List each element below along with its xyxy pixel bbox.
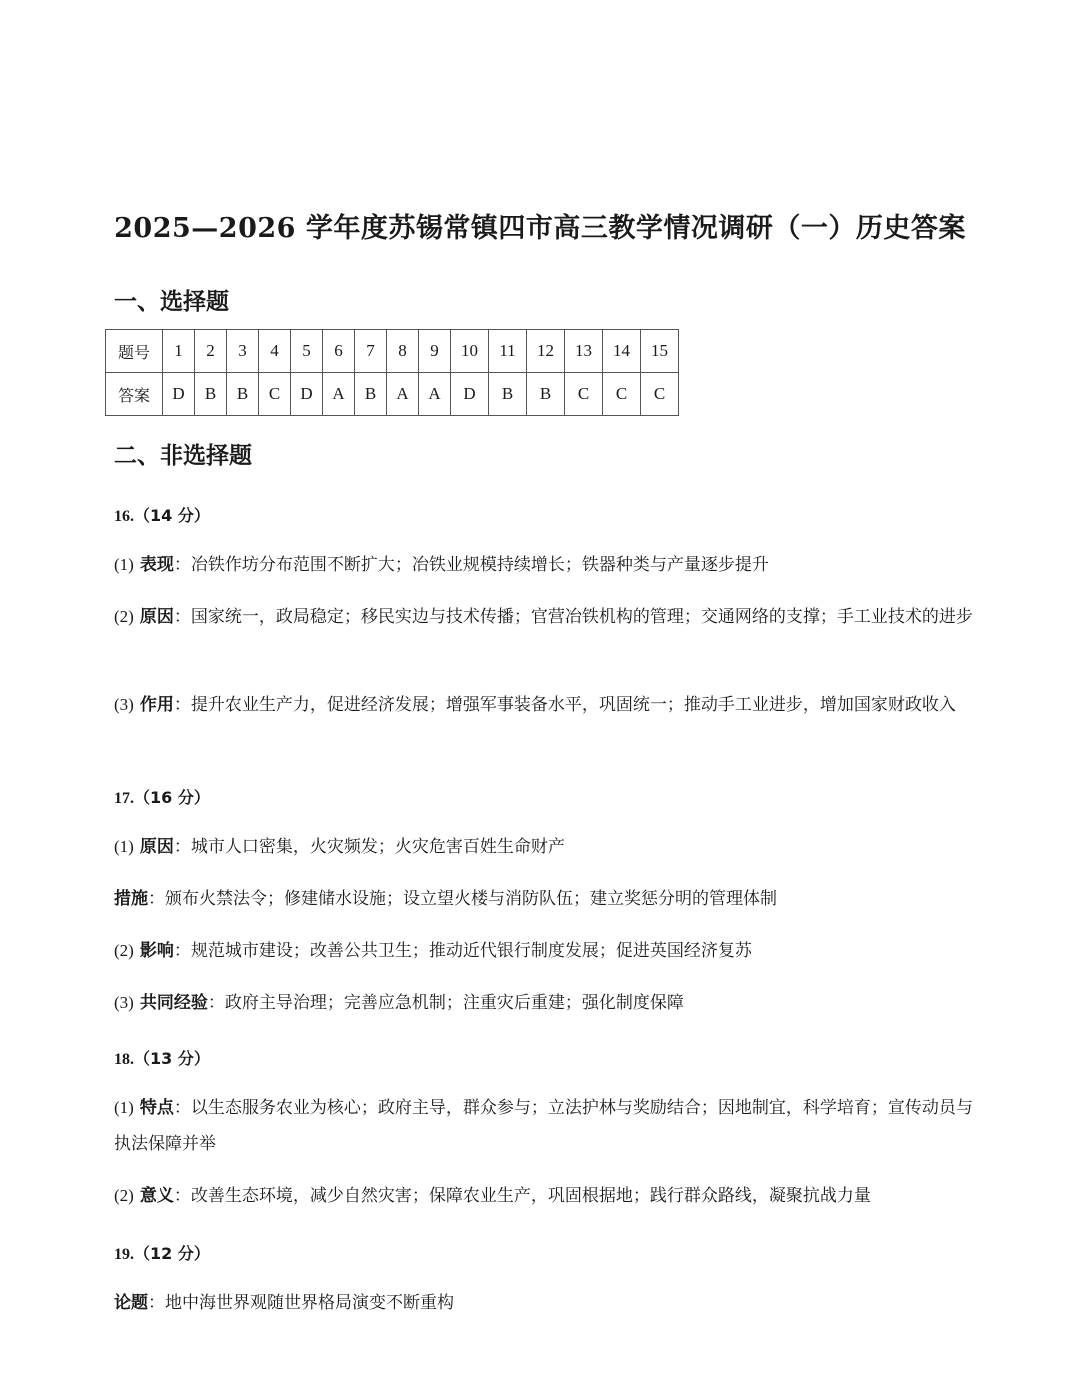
part-label: 论题 — [114, 1293, 148, 1313]
answer-table — [105, 329, 679, 416]
part-label: 特点 — [139, 1098, 174, 1118]
question-number: 8 — [387, 330, 419, 373]
answer-cell: C — [565, 373, 603, 416]
question-points: （14 分） — [134, 506, 210, 525]
part-number: (1) — [114, 1098, 134, 1117]
answer-cell: A — [419, 373, 451, 416]
answer-cell: B — [195, 373, 227, 416]
part-label: 表现 — [139, 555, 174, 575]
q17-part1 — [114, 829, 974, 865]
answer-cell: B — [355, 373, 387, 416]
part-number: (2) — [114, 941, 134, 960]
question-number: 18. — [114, 1051, 134, 1068]
q16-part2 — [114, 599, 974, 635]
question-points: （16 分） — [134, 788, 210, 807]
q17-part2 — [114, 933, 974, 969]
question-number: 17. — [114, 790, 134, 807]
part-number: (2) — [114, 607, 134, 626]
document-title: 2025—2026 学年度苏锡常镇四市高三教学情况调研（一）历史答案 — [114, 213, 966, 244]
question-number: 9 — [419, 330, 451, 373]
question-number: 16. — [114, 508, 134, 525]
q18-part1 — [114, 1090, 974, 1162]
question-number: 5 — [291, 330, 323, 373]
answer-cell: D — [291, 373, 323, 416]
part-label: 影响 — [139, 941, 174, 961]
answer-row — [106, 373, 679, 416]
question-number-row — [106, 330, 679, 373]
part-number: (3) — [114, 993, 134, 1012]
question-number: 12 — [527, 330, 565, 373]
part-text: ：改善生态环境，减少自然灾害；保障农业生产，巩固根据地；践行群众路线，凝聚抗战力量 — [173, 1186, 871, 1206]
row-label-answer: 答案 — [106, 373, 163, 416]
part-number: (2) — [114, 1186, 134, 1205]
question-number: 7 — [355, 330, 387, 373]
question-points: （12 分） — [134, 1244, 210, 1263]
question-points: （13 分） — [134, 1049, 210, 1068]
answer-cell: A — [323, 373, 355, 416]
part-label: 共同经验 — [139, 993, 208, 1013]
answer-cell: C — [603, 373, 641, 416]
question-number: 2 — [195, 330, 227, 373]
question-number: 1 — [163, 330, 195, 373]
question-19-heading — [114, 1241, 210, 1264]
answer-cell: C — [259, 373, 291, 416]
part-text: ：以生态服务农业为核心；政府主导，群众参与；立法护林与奖励结合；因地制宜，科学培育；宣传动员与执法保障并举 — [114, 1098, 973, 1154]
q17-measures — [114, 881, 974, 917]
part-text: ：颁布火禁法令；修建储水设施；设立望火楼与消防队伍；建立奖惩分明的管理体制 — [148, 889, 777, 909]
section-heading-nonchoice: 二、非选择题 — [114, 443, 252, 469]
row-label-number: 题号 — [106, 330, 163, 373]
question-number: 14 — [603, 330, 641, 373]
answer-cell: B — [527, 373, 565, 416]
question-17-heading — [114, 785, 210, 808]
question-number: 11 — [489, 330, 527, 373]
q17-part3 — [114, 985, 974, 1021]
part-text: ：政府主导治理；完善应急机制；注重灾后重建；强化制度保障 — [207, 993, 684, 1013]
part-text: ：国家统一，政局稳定；移民实边与技术传播；官营冶铁机构的管理；交通网络的支撑；手工业技术的进步 — [173, 607, 973, 627]
question-16-heading — [114, 503, 210, 526]
part-text: ：冶铁作坊分布范围不断扩大；冶铁业规模持续增长；铁器种类与产量逐步提升 — [173, 555, 769, 575]
part-label: 作用 — [139, 695, 174, 715]
q16-part3 — [114, 687, 974, 723]
part-label: 意义 — [139, 1186, 174, 1206]
question-number: 15 — [641, 330, 679, 373]
question-number: 3 — [227, 330, 259, 373]
q18-part2 — [114, 1178, 974, 1214]
part-text: ：规范城市建设；改善公共卫生；推动近代银行制度发展；促进英国经济复苏 — [173, 941, 752, 961]
answer-cell: B — [227, 373, 259, 416]
part-label: 措施 — [114, 889, 148, 909]
part-number: (1) — [114, 837, 134, 856]
answer-cell: D — [451, 373, 489, 416]
answer-cell: C — [641, 373, 679, 416]
question-number: 4 — [259, 330, 291, 373]
answer-cell: D — [163, 373, 195, 416]
part-label: 原因 — [139, 837, 174, 857]
part-number: (1) — [114, 555, 134, 574]
question-18-heading — [114, 1046, 210, 1069]
question-number: 10 — [451, 330, 489, 373]
question-number: 19. — [114, 1246, 134, 1263]
question-number: 13 — [565, 330, 603, 373]
part-text: ：提升农业生产力，促进经济发展；增强军事装备水平，巩固统一；推动手工业进步，增加国家财政收入 — [173, 695, 956, 715]
q19-thesis — [114, 1285, 974, 1321]
section-heading-choice: 一、选择题 — [114, 289, 229, 315]
q16-part1 — [114, 547, 974, 583]
answer-cell: A — [387, 373, 419, 416]
part-text: ：地中海世界观随世界格局演变不断重构 — [148, 1293, 454, 1313]
part-label: 原因 — [139, 607, 174, 627]
part-text: ：城市人口密集，火灾频发；火灾危害百姓生命财产 — [173, 837, 565, 857]
part-number: (3) — [114, 695, 134, 714]
question-number: 6 — [323, 330, 355, 373]
answer-cell: B — [489, 373, 527, 416]
